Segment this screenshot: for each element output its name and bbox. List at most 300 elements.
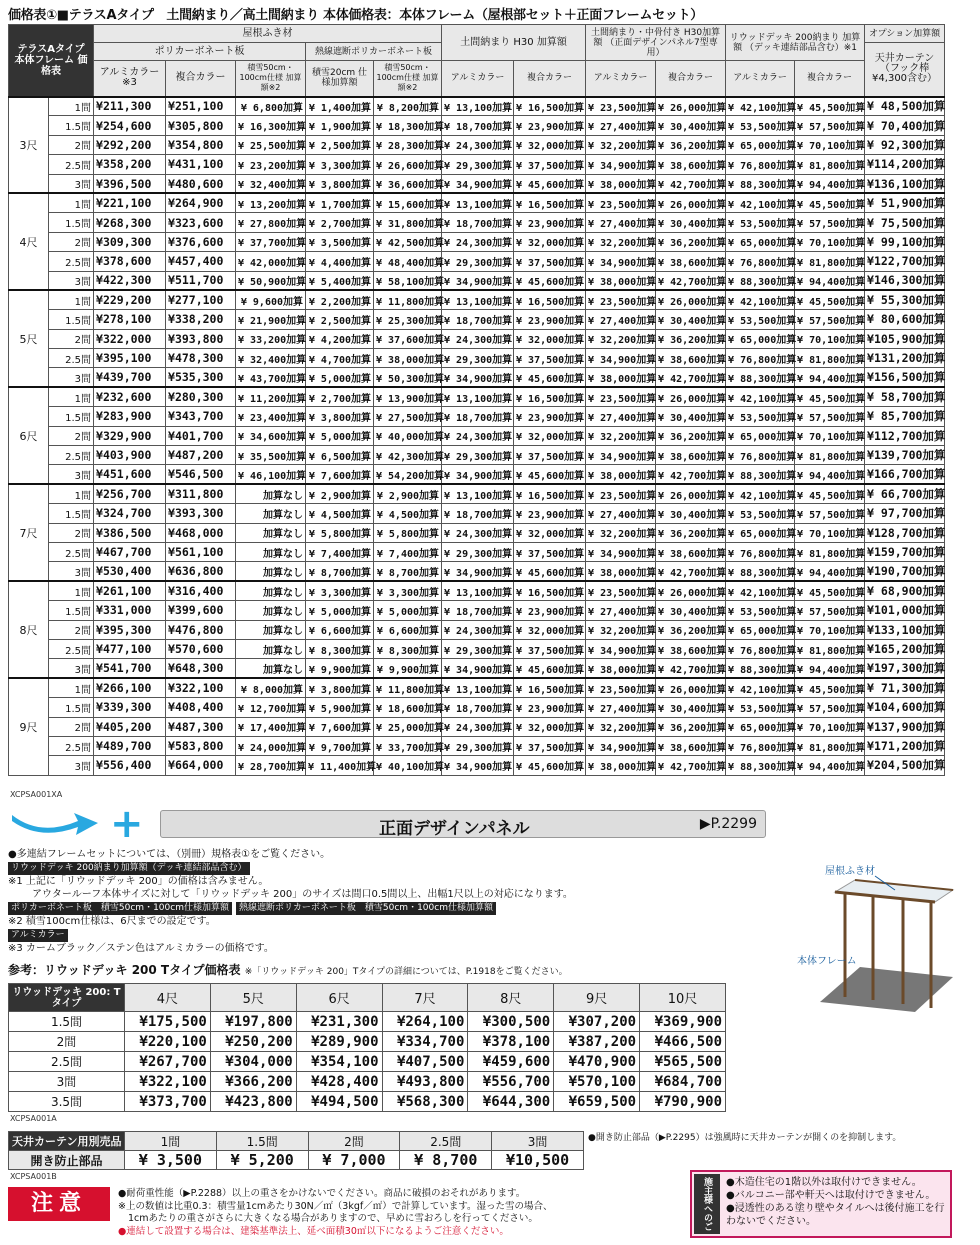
addition-cell: ¥ 45,600加算 [514,271,586,290]
addition-cell: ¥ 36,200加算 [656,717,726,736]
addition-cell: ¥ 23,500加算 [586,678,656,697]
table-row [9,1151,584,1170]
addition-cell: ¥ 92,300加算 [865,135,945,154]
price-cell: ¥ 8,700 [400,1151,492,1170]
addition-cell: 加算なし [236,581,306,600]
addition-cell: ¥ 37,500加算 [514,542,586,561]
addition-cell: ¥ 70,100加算 [795,717,865,736]
table-row [9,504,945,523]
addition-cell: ¥ 13,900加算 [374,387,442,406]
addition-cell: ¥ 45,600加算 [514,465,586,484]
curtain-header: 天井カーテン （フック棒 ¥4,300含む） [865,43,945,97]
addition-cell: ¥ 32,000加算 [514,329,586,348]
note-tag-deck: リウッドデッキ 200納まり加算額（デッキ連結部品含む） [8,862,250,875]
addition-cell: ¥ 34,900加算 [586,542,656,561]
price-cell: ¥250,200 [210,1032,296,1052]
addition-cell: ¥ 37,500加算 [514,155,586,174]
mid-composite-header: 複合カラー [656,61,726,97]
addition-cell: ¥ 5,900加算 [306,698,374,717]
table-row [9,581,945,600]
addition-cell: ¥ 57,500加算 [795,116,865,135]
bay-cell: 2間 [49,329,94,348]
price-cell: ¥644,300 [468,1092,554,1112]
addition-cell: ¥ 9,700加算 [306,736,374,755]
addition-cell: ¥ 34,900加算 [442,562,514,581]
polycarbonate-header: ポリカーボネート板 [94,43,306,61]
table-row [9,407,945,426]
addition-cell: ¥ 71,300加算 [865,678,945,697]
option-header: オプション加算額 [865,25,945,43]
deck-title-note: ※「リウッドデッキ 200」Tタイプの詳細については、P.1918をご覧ください。 [244,967,568,977]
addition-cell: ¥ 80,600加算 [865,310,945,329]
addition-cell: ¥ 13,100加算 [442,193,514,212]
price-cell: ¥354,100 [296,1052,382,1072]
addition-cell: ¥ 70,100加算 [795,329,865,348]
deck-size-header: 7尺 [382,984,468,1012]
addition-cell: ¥ 94,400加算 [795,562,865,581]
addition-cell: ¥ 76,800加算 [726,446,795,465]
bay-cell: 3間 [49,271,94,290]
addition-cell: ¥ 94,400加算 [795,174,865,193]
price-cell: ¥387,200 [554,1032,640,1052]
price-cell: ¥428,400 [296,1072,382,1092]
addition-cell: ¥ 2,900加算 [306,484,374,503]
addition-cell: ¥ 57,500加算 [795,407,865,426]
addition-cell: ¥156,500加算 [865,368,945,387]
deck-title-text: 参考：リウッドデッキ 200 Tタイプ価格表 [8,963,241,977]
price-cell: ¥393,300 [166,504,236,523]
addition-cell: ¥ 38,000加算 [586,562,656,581]
addition-cell: ¥ 6,600加算 [374,620,442,639]
addition-cell: ¥ 23,400加算 [236,407,306,426]
note-line: ※3 カームブラック／ステン色はアルミカラーの価格です。 [8,943,274,954]
size-group [9,97,945,194]
addition-cell: ¥ 55,300加算 [865,290,945,309]
price-cell: ¥307,200 [554,1012,640,1032]
note-tag-heat: 熱線遮断ポリカーボネート板 積雪50cm・100cm仕様加算額 [236,902,496,915]
table-row [9,678,945,697]
addition-cell: ¥ 38,600加算 [656,155,726,174]
addition-cell: ¥ 97,700加算 [865,504,945,523]
addition-cell: ¥ 42,100加算 [726,678,795,697]
addition-cell: ¥ 38,600加算 [656,252,726,271]
addition-cell: ¥ 12,700加算 [236,698,306,717]
addition-cell: ¥ 24,300加算 [442,717,514,736]
addition-cell: ¥ 26,000加算 [656,193,726,212]
addition-cell: ¥ 42,700加算 [656,368,726,387]
addition-cell: 加算なし [236,659,306,678]
addition-cell: ¥ 38,000加算 [586,368,656,387]
addition-cell: ¥ 34,900加算 [442,271,514,290]
addition-cell: ¥ 53,500加算 [726,213,795,232]
table-row [9,174,945,193]
bay-cell: 3間 [49,756,94,775]
addition-cell: ¥ 3,300加算 [306,155,374,174]
arrow-icon [10,807,100,841]
price-cell: ¥366,200 [210,1072,296,1092]
bay-cell: 2間 [49,717,94,736]
addition-cell: ¥ 46,100加算 [236,465,306,484]
table-row [9,349,945,368]
addition-cell: ¥ 18,600加算 [374,698,442,717]
addition-cell: ¥ 16,500加算 [514,484,586,503]
addition-cell: ¥ 34,900加算 [442,465,514,484]
price-cell: ¥467,700 [94,542,166,561]
table-row [9,1032,726,1052]
price-cell: ¥636,800 [166,562,236,581]
price-cell: ¥407,500 [382,1052,468,1072]
table-row [9,97,945,116]
addition-cell: ¥ 53,500加算 [726,310,795,329]
size-group [9,678,945,775]
addition-cell: ¥ 42,100加算 [726,484,795,503]
addition-cell: ¥ 36,200加算 [656,523,726,542]
addition-cell: ¥ 27,400加算 [586,213,656,232]
addition-cell: ¥ 42,000加算 [236,252,306,271]
addition-cell: ¥ 29,300加算 [442,349,514,368]
addition-cell: ¥ 27,500加算 [374,407,442,426]
price-cell: ¥468,000 [166,523,236,542]
client-caution-line: ●バルコニー部や軒天へは取付けできません。 [726,1190,936,1201]
addition-cell: ¥ 32,000加算 [514,232,586,251]
table-row [9,232,945,251]
bay-cell: 2.5間 [49,736,94,755]
addition-cell: ¥ 32,200加算 [586,232,656,251]
addition-cell: ¥ 13,100加算 [442,484,514,503]
addition-cell: ¥ 76,800加算 [726,349,795,368]
price-cell: ¥354,800 [166,135,236,154]
table-row [9,116,945,135]
price-cell: ¥ 5,200 [216,1151,308,1170]
addition-cell: ¥ 38,000加算 [586,465,656,484]
price-cell: ¥316,400 [166,581,236,600]
addition-cell: ¥ 37,500加算 [514,736,586,755]
client-caution-box [676,1170,952,1238]
addition-cell: ¥ 21,900加算 [236,310,306,329]
price-cell: ¥322,100 [166,678,236,697]
price-cell: ¥561,100 [166,542,236,561]
addition-cell: ¥ 38,600加算 [656,639,726,658]
addition-cell: ¥ 38,000加算 [586,174,656,193]
price-cell: ¥300,500 [468,1012,554,1032]
addition-cell: ¥ 3,800加算 [306,678,374,697]
addition-cell: ¥ 30,400加算 [656,407,726,426]
addition-cell: ¥ 37,700加算 [236,232,306,251]
addition-cell: ¥ 81,800加算 [795,349,865,368]
addition-cell: ¥ 45,500加算 [795,678,865,697]
front-panel-page-ref[interactable]: ▶P.2299 [699,816,757,832]
addition-cell: 加算なし [236,523,306,542]
curtain-bay-header: 2間 [308,1132,400,1151]
table-row [9,523,945,542]
price-cell: ¥277,100 [166,290,236,309]
table-row [9,387,945,406]
frame-label: 本体フレーム [797,956,857,967]
addition-cell: ¥ 8,300加算 [374,639,442,658]
addition-cell: 加算なし [236,542,306,561]
bay-cell: 2.5間 [49,639,94,658]
table-row [9,601,945,620]
price-cell: ¥480,600 [166,174,236,193]
price-cell: ¥494,500 [296,1092,382,1112]
h30-composite-header: 複合カラー [514,61,586,97]
size-cell: 7尺 [9,484,49,581]
roof-material-header: 屋根ふき材 [94,25,442,43]
bay-cell: 3間 [49,562,94,581]
price-cell: ¥395,300 [94,620,166,639]
addition-cell: ¥ 40,000加算 [374,426,442,445]
addition-cell: ¥ 29,300加算 [442,542,514,561]
note-line: ※2 積雪100cm仕様は、6尺までの設定です。 [8,916,216,927]
price-cell: ¥659,500 [554,1092,640,1112]
table-row [9,310,945,329]
heat-polycarbonate-header: 熱線遮断ポリカーボネート板 [306,43,442,61]
addition-cell: ¥ 16,500加算 [514,290,586,309]
addition-cell: ¥ 23,500加算 [586,97,656,116]
col-snow-heat-header: 積雪50cm・100cm仕様 加算額※2 [374,61,442,97]
size-cell: 3尺 [9,97,49,194]
addition-cell: ¥ 8,700加算 [306,562,374,581]
addition-cell: ¥ 81,800加算 [795,542,865,561]
curtain-note: ●開き防止部品（▶P.2295）は強風時に天井カーテンが開くのを抑制します。 [588,1133,902,1143]
price-cell: ¥476,800 [166,620,236,639]
mid-frame-header: 土間納まり・中骨付き H30加算額 （正面デザインパネル7型専用） [586,25,726,61]
addition-cell: ¥136,100加算 [865,174,945,193]
size-cell: 6尺 [9,387,49,484]
addition-cell: ¥ 50,300加算 [374,368,442,387]
addition-cell: ¥ 45,600加算 [514,368,586,387]
addition-cell: ¥128,700加算 [865,523,945,542]
addition-cell: ¥ 76,800加算 [726,155,795,174]
addition-cell: ¥ 65,000加算 [726,523,795,542]
table-row [9,271,945,290]
size-group [9,387,945,484]
table-row [9,1072,726,1092]
size-cell: 5尺 [9,290,49,387]
price-cell: ¥451,600 [94,465,166,484]
addition-cell: ¥ 1,900加算 [306,116,374,135]
addition-cell: ¥ 42,700加算 [656,756,726,775]
addition-cell: ¥ 23,500加算 [586,484,656,503]
price-cell: ¥311,800 [166,484,236,503]
addition-cell: ¥ 27,400加算 [586,698,656,717]
price-cell: ¥322,100 [125,1072,211,1092]
curtain-bay-header: 3間 [492,1132,584,1151]
addition-cell: ¥ 36,200加算 [656,232,726,251]
client-caution-line: ●木造住宅の1階以外は取付けできません。 [726,1177,922,1188]
addition-cell: ¥ 18,700加算 [442,310,514,329]
main-table-code: XCPSA001XA [10,790,63,799]
addition-cell: ¥ 36,200加算 [656,135,726,154]
addition-cell: ¥ 4,500加算 [306,504,374,523]
bay-cell: 1.5間 [9,1012,125,1032]
addition-cell: ¥ 7,600加算 [306,717,374,736]
addition-cell: ¥ 5,800加算 [306,523,374,542]
addition-cell: ¥ 36,200加算 [656,426,726,445]
caution-label: 注意 [8,1187,110,1221]
addition-cell: ¥ 8,700加算 [374,562,442,581]
addition-cell: ¥165,200加算 [865,639,945,658]
addition-cell: ¥ 26,000加算 [656,678,726,697]
addition-cell: ¥ 3,800加算 [306,407,374,426]
size-group [9,193,945,290]
addition-cell: ¥ 27,400加算 [586,310,656,329]
addition-cell: ¥ 66,700加算 [865,484,945,503]
addition-cell: ¥ 70,100加算 [795,620,865,639]
front-panel-label: 正面デザインパネル [379,819,530,839]
addition-cell: ¥ 76,800加算 [726,252,795,271]
addition-cell: ¥ 45,500加算 [795,581,865,600]
addition-cell: ¥ 45,500加算 [795,387,865,406]
addition-cell: 加算なし [236,504,306,523]
deck-size-header: 4尺 [125,984,211,1012]
price-cell: ¥570,600 [166,639,236,658]
price-cell: ¥399,600 [166,601,236,620]
addition-cell: ¥190,700加算 [865,562,945,581]
addition-cell: ¥ 29,300加算 [442,639,514,658]
price-cell: ¥439,700 [94,368,166,387]
price-cell: ¥334,700 [382,1032,468,1052]
price-cell: ¥396,500 [94,174,166,193]
addition-cell: ¥ 23,900加算 [514,601,586,620]
price-cell: ¥511,700 [166,271,236,290]
table-row [9,562,945,581]
price-cell: ¥408,400 [166,698,236,717]
addition-cell: ¥ 34,900加算 [442,659,514,678]
price-cell: ¥232,600 [94,387,166,406]
caution-line: ※上の数値は比重0.3：積雪量1cmあたり30N／㎡（3kgf／㎡）で計算しています。湿った雪の場合、 [118,1200,553,1212]
table-corner-label: テラスAタイプ 本体フレーム 価格表 [9,25,94,97]
addition-cell: ¥ 11,800加算 [374,678,442,697]
bay-cell: 2.5間 [49,252,94,271]
addition-cell: ¥ 17,400加算 [236,717,306,736]
price-cell: ¥664,000 [166,756,236,775]
table-row [9,717,945,736]
addition-cell: ¥ 70,100加算 [795,426,865,445]
addition-cell: ¥ 9,900加算 [306,659,374,678]
addition-cell: ¥ 3,300加算 [306,581,374,600]
bay-cell: 1間 [49,97,94,116]
addition-cell: ¥ 34,900加算 [586,349,656,368]
price-cell: ¥470,900 [554,1052,640,1072]
price-cell: ¥211,300 [94,97,166,116]
addition-cell: ¥122,700加算 [865,252,945,271]
addition-cell: ¥ 75,500加算 [865,213,945,232]
addition-cell: ¥ 38,000加算 [586,659,656,678]
addition-cell: ¥ 37,500加算 [514,349,586,368]
plus-icon: + [110,801,144,847]
addition-cell: ¥ 24,000加算 [236,736,306,755]
bay-cell: 3間 [49,465,94,484]
addition-cell: ¥ 24,300加算 [442,135,514,154]
size-cell: 8尺 [9,581,49,678]
table-row [9,446,945,465]
price-table [8,24,945,776]
addition-cell: ¥ 57,500加算 [795,601,865,620]
bay-cell: 2間 [49,232,94,251]
addition-cell: ¥ 8,000加算 [236,678,306,697]
addition-cell: ¥ 45,500加算 [795,97,865,116]
addition-cell: ¥ 27,400加算 [586,504,656,523]
price-cell: ¥266,100 [94,678,166,697]
price-cell: ¥493,800 [382,1072,468,1092]
addition-cell: ¥ 37,500加算 [514,639,586,658]
col-snow-poly-header: 積雪50cm・100cm仕様 加算額※2 [236,61,306,97]
addition-cell: ¥ 13,200加算 [236,193,306,212]
bay-cell: 1.5間 [49,116,94,135]
addition-cell: ¥137,900加算 [865,717,945,736]
addition-cell: ¥ 42,100加算 [726,193,795,212]
price-cell: ¥ 7,000 [308,1151,400,1170]
addition-cell: ¥ 24,300加算 [442,523,514,542]
price-cell: ¥541,700 [94,659,166,678]
addition-cell: ¥ 53,500加算 [726,698,795,717]
curtain-table-code: XCPSA001B [10,1172,57,1181]
deck-size-header: 8尺 [468,984,554,1012]
addition-cell: ¥ 57,500加算 [795,698,865,717]
addition-cell: ¥112,700加算 [865,426,945,445]
addition-cell: ¥ 81,800加算 [795,639,865,658]
addition-cell: ¥ 32,200加算 [586,329,656,348]
addition-cell: ¥ 34,900加算 [586,252,656,271]
addition-cell: ¥ 34,900加算 [586,639,656,658]
price-cell: ¥280,300 [166,387,236,406]
addition-cell: ¥ 13,100加算 [442,678,514,697]
addition-cell: 加算なし [236,620,306,639]
addition-cell: ¥ 27,800加算 [236,213,306,232]
addition-cell: ¥ 45,600加算 [514,659,586,678]
addition-cell: ¥ 70,100加算 [795,135,865,154]
deck-table-title [8,961,568,978]
price-cell: ¥254,600 [94,116,166,135]
bay-cell: 1.5間 [49,213,94,232]
table-row [9,135,945,154]
addition-cell: ¥ 28,300加算 [374,135,442,154]
price-cell: ¥221,100 [94,193,166,212]
addition-cell: ¥ 25,000加算 [374,717,442,736]
note-line: ※1 上記に「リウッドデッキ 200」の価格は含みません。 [8,876,269,887]
addition-cell: ¥ 16,500加算 [514,387,586,406]
price-cell: ¥283,900 [94,407,166,426]
note-line: ●多連結フレームセットについては、（別冊）規格表①をご覧ください。 [8,849,331,860]
addition-cell: ¥ 7,400加算 [306,542,374,561]
addition-cell: ¥ 70,400加算 [865,116,945,135]
curtain-row-label: 開き防止部品 [9,1151,125,1170]
addition-cell: ¥ 23,500加算 [586,387,656,406]
bay-cell: 2間 [49,426,94,445]
price-cell: ¥790,900 [640,1092,726,1112]
addition-cell: ¥ 26,600加算 [374,155,442,174]
table-row [9,659,945,678]
addition-cell: ¥ 23,900加算 [514,698,586,717]
bay-cell: 1間 [49,581,94,600]
price-cell: ¥338,200 [166,310,236,329]
note-line: アウタールーフ本体サイズに対して「リウッドデッキ 200」のサイズは間口0.5間以上、出幅1尺以上の対応になります。 [32,889,573,900]
addition-cell: ¥ 18,700加算 [442,213,514,232]
table-row [9,484,945,503]
price-cell: ¥431,100 [166,155,236,174]
addition-cell: ¥ 29,300加算 [442,446,514,465]
bay-cell: 2.5間 [49,542,94,561]
notes [8,848,638,955]
curtain-bay-header: 2.5間 [400,1132,492,1151]
addition-cell: ¥ 68,900加算 [865,581,945,600]
addition-cell: ¥ 38,000加算 [586,756,656,775]
front-panel-link[interactable] [160,810,766,838]
addition-cell: ¥ 27,400加算 [586,407,656,426]
bay-cell: 3間 [49,659,94,678]
addition-cell: ¥ 28,700加算 [236,756,306,775]
